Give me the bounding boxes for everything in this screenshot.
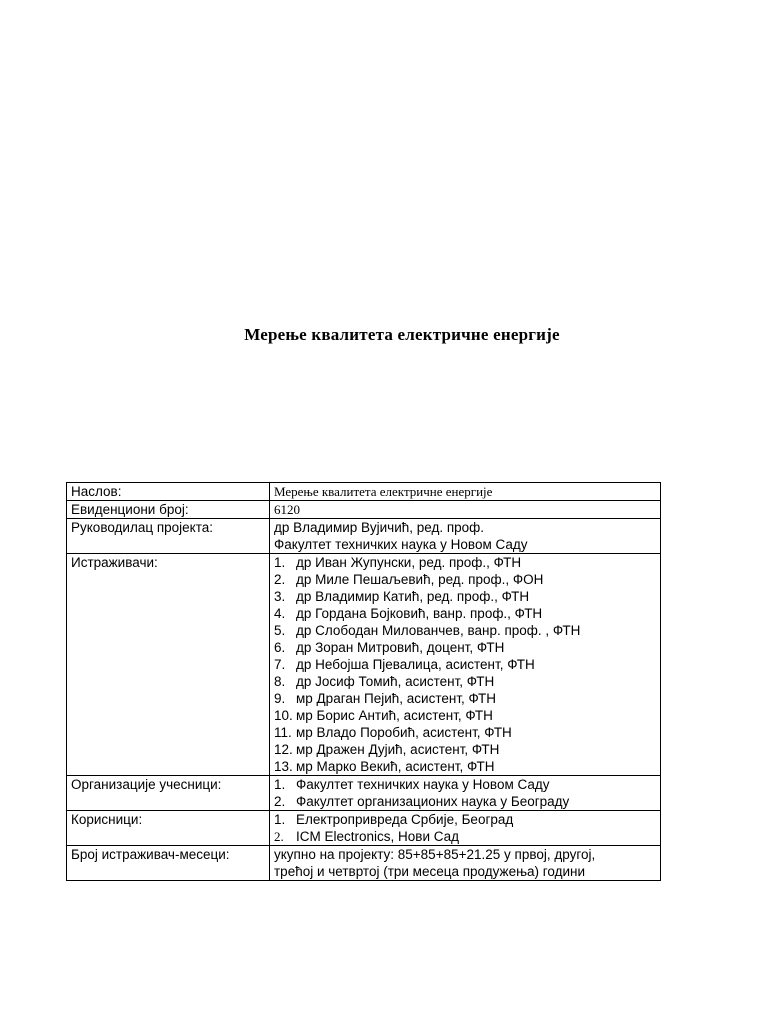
table-row <box>67 501 661 519</box>
list-item <box>274 673 656 690</box>
row-label-registration: Евиденциони број: <box>67 501 270 519</box>
list-item <box>274 828 656 845</box>
list-item <box>274 622 656 639</box>
list-item-number: 12. <box>274 742 293 757</box>
table-row <box>67 483 661 501</box>
list-item-text: мр Борис Антић, асистент, ФТН <box>296 708 493 723</box>
list-item-number: 1. <box>274 777 286 792</box>
list-item <box>274 571 656 588</box>
list-item-number: 11. <box>274 725 292 740</box>
list-item-text: др Јосиф Томић, асистент, ФТН <box>296 674 495 689</box>
list-item <box>274 707 656 724</box>
list-item-text: Електропривреда Србије, Београд <box>296 812 514 827</box>
list-item-number: 2. <box>274 572 286 587</box>
list-item <box>274 605 656 622</box>
list-item-number: 1. <box>274 555 286 570</box>
list-item <box>274 554 656 571</box>
leader-institution: Факултет техничких наука у Новом Саду <box>274 537 528 552</box>
months-line-1: укупно на пројекту: 85+85+85+21.25 у првој, другој, <box>274 847 596 862</box>
list-item-text: др Небојша Пјевалица, асистент, ФТН <box>296 657 535 672</box>
list-item-text: др Миле Пешаљевић, ред. проф., ФОН <box>296 572 544 587</box>
row-value-months <box>270 846 661 881</box>
organizations-list <box>274 776 656 810</box>
row-value-researchers <box>270 554 661 776</box>
list-item-number: 1. <box>274 812 286 827</box>
row-value-registration: 6120 <box>270 501 661 519</box>
list-item-text: др Зоран Митровић, доцент, ФТН <box>296 640 505 655</box>
row-value-leader <box>270 519 661 554</box>
list-item-number: 13. <box>274 759 293 774</box>
list-item-text: др Иван Жупунски, ред. проф., ФТН <box>296 555 522 570</box>
users-list <box>274 811 656 845</box>
list-item-number: 7. <box>274 657 286 672</box>
row-label-organizations: Организације учесници: <box>67 776 270 811</box>
row-label-months: Број истраживач-месеци: <box>67 846 270 881</box>
list-item-number: 2. <box>274 829 284 844</box>
list-item <box>274 690 656 707</box>
row-value-organizations <box>270 776 661 811</box>
list-item-text: мр Марко Векић, асистент, ФТН <box>296 759 495 774</box>
list-item-number: 5. <box>274 623 286 638</box>
project-info-table <box>66 482 661 881</box>
row-label-leader: Руководилац пројекта: <box>67 519 270 554</box>
list-item-text: мр Владо Поробић, асистент, ФТН <box>296 725 512 740</box>
row-label-title: Наслов: <box>67 483 270 501</box>
list-item <box>274 758 656 775</box>
list-item-number: 4. <box>274 606 286 621</box>
row-label-users: Корисници: <box>67 811 270 846</box>
table-row <box>67 519 661 554</box>
list-item-text: мр Дражен Дујић, асистент, ФТН <box>296 742 500 757</box>
researchers-list <box>274 554 656 775</box>
list-item <box>274 639 656 656</box>
list-item-number: 8. <box>274 674 286 689</box>
months-line-2: трећој и четвртој (три месеца продужења) години <box>274 864 586 879</box>
list-item <box>274 741 656 758</box>
list-item <box>274 656 656 673</box>
list-item-text: ICM Electronics, Нови Сад <box>296 829 460 844</box>
list-item-number: 6. <box>274 640 286 655</box>
table-row <box>67 554 661 776</box>
list-item-text: др Гордана Бојковић, ванр. проф., ФТН <box>296 606 543 621</box>
list-item <box>274 793 656 810</box>
list-item <box>274 811 656 828</box>
list-item-text: Факултет техничких наука у Новом Саду <box>296 777 550 792</box>
list-item-number: 10. <box>274 708 293 723</box>
list-item-number: 9. <box>274 691 286 706</box>
leader-name: др Владимир Вујичић, ред. проф. <box>274 520 485 535</box>
row-value-users <box>270 811 661 846</box>
list-item <box>274 588 656 605</box>
list-item-text: др Владимир Катић, ред. проф., ФТН <box>296 589 530 604</box>
row-value-title: Мерење квалитета електричне енергије <box>270 483 661 501</box>
document-title: Мерење квалитета електричне енергије <box>244 325 560 344</box>
list-item-text: мр Драган Пејић, асистент, ФТН <box>296 691 497 706</box>
list-item-text: др Слободан Милованчев, ванр. проф. , ФТН <box>296 623 581 638</box>
table-row <box>67 811 661 846</box>
list-item-number: 2. <box>274 794 286 809</box>
list-item <box>274 776 656 793</box>
list-item-text: Факултет организационих наука у Београду <box>296 794 570 809</box>
list-item <box>274 724 656 741</box>
table-row <box>67 776 661 811</box>
list-item-number: 3. <box>274 589 286 604</box>
table-row <box>67 846 661 881</box>
row-label-researchers: Истраживачи: <box>67 554 270 776</box>
